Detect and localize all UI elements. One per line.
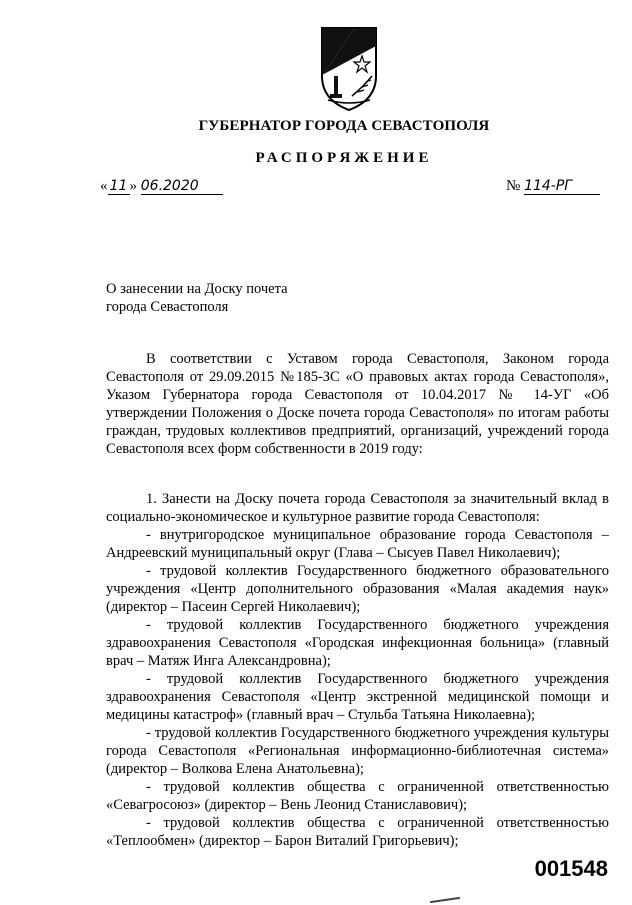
date-day: 11 [108, 178, 130, 195]
number-value: 114-РГ [524, 178, 600, 195]
document-type: РАСПОРЯЖЕНИЕ [255, 150, 433, 166]
governor-title: ГУБЕРНАТОР ГОРОДА СЕВАСТОПОЛЯ [198, 118, 490, 134]
list-item: - внутригородское муниципальное образование города Севастополя – Андреевский муниципальный округ (Глава – Сысуев Павел Николаевич); [106, 527, 609, 561]
item-paragraph: 1. Занести на Доску почета города Севастополя за значительный вклад в социально-экономическое и культурное развитие города Севастополя: [106, 491, 609, 525]
sevastopol-coat-of-arms-icon [314, 26, 384, 112]
intro-paragraph [106, 350, 609, 458]
scan-mark [430, 897, 460, 903]
list-item: - трудовой коллектив Государственного бюджетного учреждения здравоохранения Севастополя «Центр экстренной медицинской помощи и медицины катастроф» (главный врач – Стульба Татьяна Николаевна); [106, 671, 609, 723]
order-items [106, 490, 609, 850]
document-subject [106, 280, 288, 316]
list-item: - трудовой коллектив Государственного бюджетного учреждения культуры города Севастополя «Региональная информационно-библиотечная система» (директор – Волкова Елена Анатольевна); [106, 725, 609, 777]
document-date [100, 178, 223, 195]
list-item: - трудовой коллектив общества с ограниченной ответственностью «Теплообмен» (директор – Барон Виталий Григорьевич); [106, 815, 609, 849]
list-item: - трудовой коллектив Государственного бюджетного образовательного учреждения «Центр дополнительного образования «Малая академия наук» (директор – Пасеин Сергей Николаевич); [106, 563, 609, 615]
intro-text: В соответствии с Уставом города Севастополя, Законом города Севастополя от 29.09.2015 №185-ЗС «О правовых актах города Севастополя», Указом Губернатора города Севастополя от 10.04.2017 № 14-УГ «Об утверждении Положения о Доске почета города Севастополя» по итогам работы граждан, трудовых коллективов предприятий, организаций, учреждений города Севастополя всех форм собственности в 2019 году: [106, 351, 609, 457]
serial-number: 001548 [534, 856, 608, 881]
list-item: - трудовой коллектив общества с ограниченной ответственностью «Севагросоюз» (директор – Вень Леонид Станиславович); [106, 779, 609, 813]
subject-line-2: города Севастополя [106, 299, 229, 315]
date-quote-close: » [129, 178, 137, 194]
number-label: № [506, 178, 521, 194]
date-quote-open: « [100, 178, 108, 194]
document-number [506, 178, 600, 195]
date-month-year: 06.2020 [141, 178, 223, 195]
subject-line-1: О занесении на Доску почета [106, 281, 288, 297]
list-item: - трудовой коллектив Государственного бюджетного учреждения здравоохранения Севастополя «Городская инфекционная больница» (главный врач – Матяж Инга Александровна); [106, 617, 609, 669]
